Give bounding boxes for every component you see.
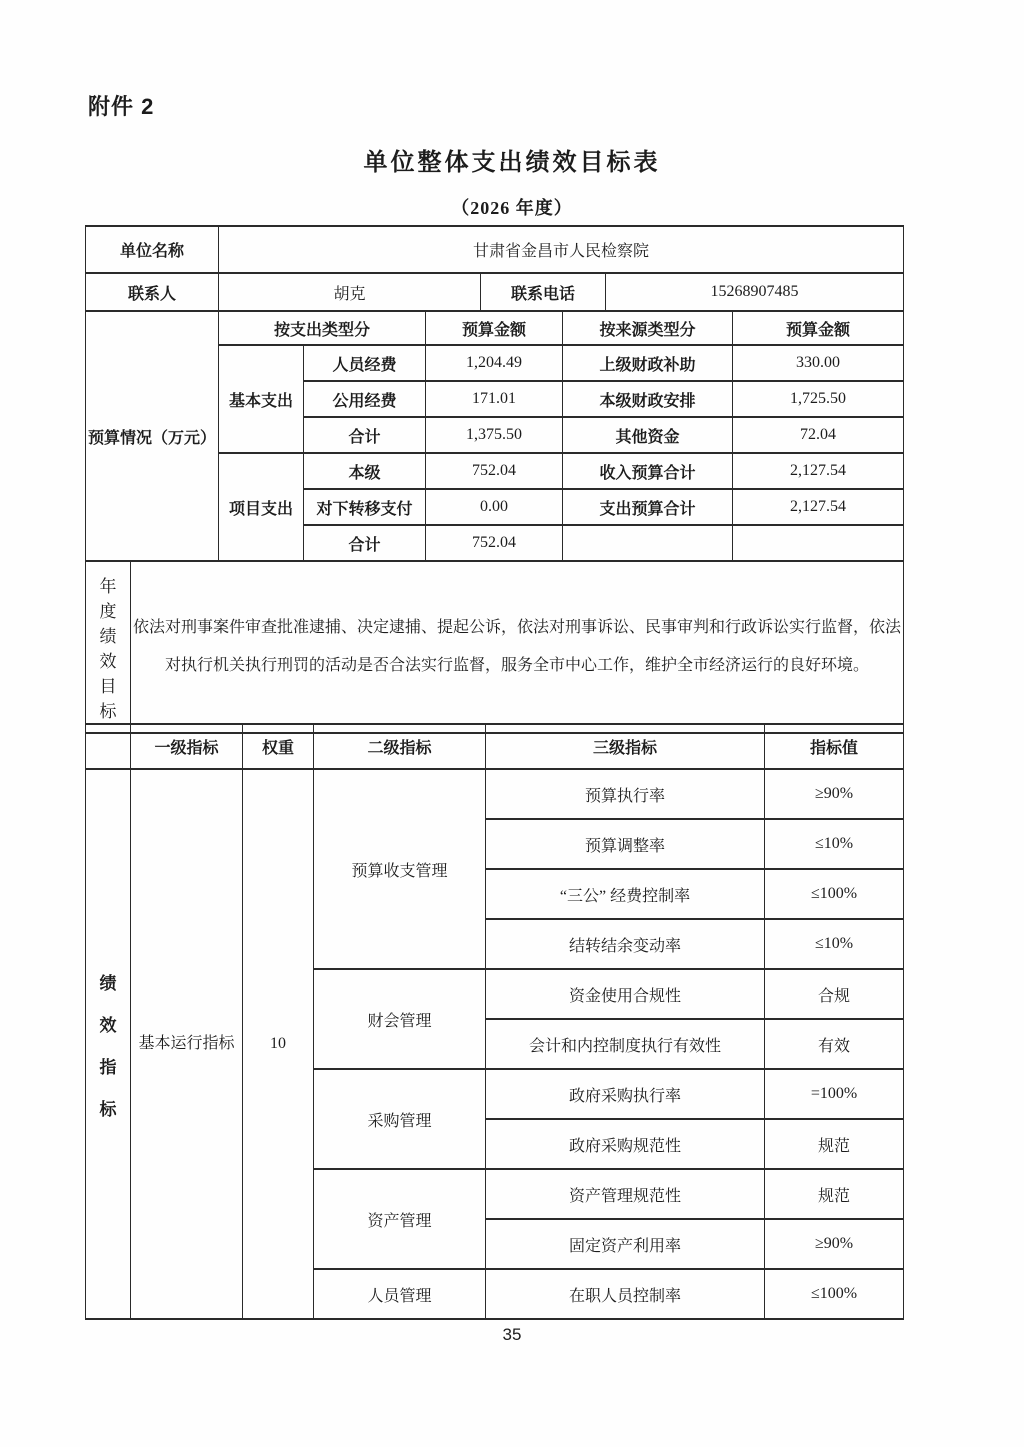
- page-number: 35: [502, 1325, 522, 1344]
- annual-goal-table: [85, 560, 904, 734]
- annual-goal-row: [86, 561, 904, 733]
- level3-cell: 政府采购规范性: [486, 1119, 765, 1169]
- level2-cell: 预算收支管理: [314, 769, 486, 969]
- budget-source-cell: 收入预算合计: [563, 453, 733, 489]
- header-level1: 一级指标: [131, 724, 243, 769]
- level2-cell: 资产管理: [314, 1169, 486, 1269]
- budget-source-cell: 其他资金: [563, 417, 733, 453]
- annual-goal-label: [86, 561, 131, 733]
- indicator-header-row: [86, 724, 904, 769]
- indicator-side-header-cell: [86, 724, 131, 769]
- budget-source-amount-cell: [733, 525, 904, 561]
- annual-goal-label-chars: 年 度 绩 效 目 标: [99, 577, 117, 721]
- budget-header-row: [86, 311, 904, 345]
- budget-source-amount-cell: 2,127.54: [733, 453, 904, 489]
- weight-cell: 10: [243, 769, 314, 1319]
- header-level3: 三级指标: [486, 724, 765, 769]
- table-row: [86, 226, 904, 273]
- indicator-value-cell: ≥90%: [765, 769, 904, 819]
- indicator-value-cell: 规范: [765, 1119, 904, 1169]
- level3-cell: 预算执行率: [486, 769, 765, 819]
- level3-cell: 资产管理规范性: [486, 1169, 765, 1219]
- level2-cell: 财会管理: [314, 969, 486, 1069]
- budget-source-amount-cell: 1,725.50: [733, 381, 904, 417]
- budget-amount-cell: 0.00: [426, 489, 563, 525]
- budget-item-cell: 合计: [304, 417, 426, 453]
- header-weight: 权重: [243, 724, 314, 769]
- budget-header-amount: 预算金额: [426, 311, 563, 345]
- budget-header-amount2: 预算金额: [733, 311, 904, 345]
- budget-amount-cell: 171.01: [426, 381, 563, 417]
- indicator-value-cell: 有效: [765, 1019, 904, 1069]
- budget-section-label: 预算情况（万元）: [86, 311, 219, 561]
- budget-source-cell: 上级财政补助: [563, 345, 733, 381]
- indicator-value-cell: 合规: [765, 969, 904, 1019]
- annual-goal-text: 依法对刑事案件审查批准逮捕、决定逮捕、提起公诉，依法对刑事诉讼、民事审判和行政诉讼实行监督，依法对执行机关执行刑罚的活动是否合法实行监督，服务全市中心工作，维护全市经济运行的良好环境。: [131, 561, 904, 733]
- level2-cell: 采购管理: [314, 1069, 486, 1169]
- page-title: 单位整体支出绩效目标表: [363, 149, 661, 176]
- level3-cell: 结转结余变动率: [486, 919, 765, 969]
- budget-item-cell: 人员经费: [304, 345, 426, 381]
- indicator-side-label-chars: 绩 效 指 标: [99, 973, 117, 1119]
- indicator-value-cell: ≤100%: [765, 1269, 904, 1319]
- level3-cell: 资金使用合规性: [486, 969, 765, 1019]
- indicator-value-cell: ≤10%: [765, 919, 904, 969]
- attachment-label: 附件 2: [88, 94, 155, 119]
- level1-cell: 基本运行指标: [131, 769, 243, 1319]
- phone-value: 15268907485: [606, 273, 904, 311]
- budget-source-amount-cell: 2,127.54: [733, 489, 904, 525]
- budget-source-cell: 本级财政安排: [563, 381, 733, 417]
- phone-label: 联系电话: [481, 273, 606, 311]
- budget-item-cell: 本级: [304, 453, 426, 489]
- level3-cell: “三公” 经费控制率: [486, 869, 765, 919]
- budget-amount-cell: 752.04: [426, 525, 563, 561]
- level3-cell: 会计和内控制度执行有效性: [486, 1019, 765, 1069]
- header-level2: 二级指标: [314, 724, 486, 769]
- budget-table: [85, 310, 904, 562]
- info-table: [85, 225, 904, 312]
- indicator-side-label: [86, 769, 131, 1319]
- budget-header-by-source: 按来源类型分: [563, 311, 733, 345]
- indicator-value-cell: =100%: [765, 1069, 904, 1119]
- table-row: [86, 273, 904, 311]
- budget-amount-cell: 752.04: [426, 453, 563, 489]
- budget-source-amount-cell: 72.04: [733, 417, 904, 453]
- indicator-value-cell: ≥90%: [765, 1219, 904, 1269]
- header-value: 指标值: [765, 724, 904, 769]
- budget-source-cell: [563, 525, 733, 561]
- page-subtitle: （2026 年度）: [451, 198, 573, 218]
- unit-name-label: 单位名称: [86, 226, 219, 273]
- budget-source-cell: 支出预算合计: [563, 489, 733, 525]
- budget-amount-cell: 1,375.50: [426, 417, 563, 453]
- budget-item-cell: 合计: [304, 525, 426, 561]
- budget-item-cell: 公用经费: [304, 381, 426, 417]
- level3-cell: 政府采购执行率: [486, 1069, 765, 1119]
- level3-cell: 在职人员控制率: [486, 1269, 765, 1319]
- contact-label: 联系人: [86, 273, 219, 311]
- indicator-value-cell: ≤10%: [765, 819, 904, 869]
- level3-cell: 预算调整率: [486, 819, 765, 869]
- budget-item-cell: 对下转移支付: [304, 489, 426, 525]
- indicator-value-cell: ≤100%: [765, 869, 904, 919]
- contact-value: 胡克: [219, 273, 481, 311]
- unit-name-value: 甘肃省金昌市人民检察院: [219, 226, 904, 273]
- budget-amount-cell: 1,204.49: [426, 345, 563, 381]
- budget-basic-label: 基本支出: [219, 345, 304, 453]
- budget-header-by-expense: 按支出类型分: [219, 311, 426, 345]
- indicator-table: [85, 723, 904, 1320]
- level2-cell: 人员管理: [314, 1269, 486, 1319]
- indicator-value-cell: 规范: [765, 1169, 904, 1219]
- level3-cell: 固定资产利用率: [486, 1219, 765, 1269]
- indicator-row: [86, 769, 904, 819]
- budget-project-label: 项目支出: [219, 453, 304, 561]
- budget-source-amount-cell: 330.00: [733, 345, 904, 381]
